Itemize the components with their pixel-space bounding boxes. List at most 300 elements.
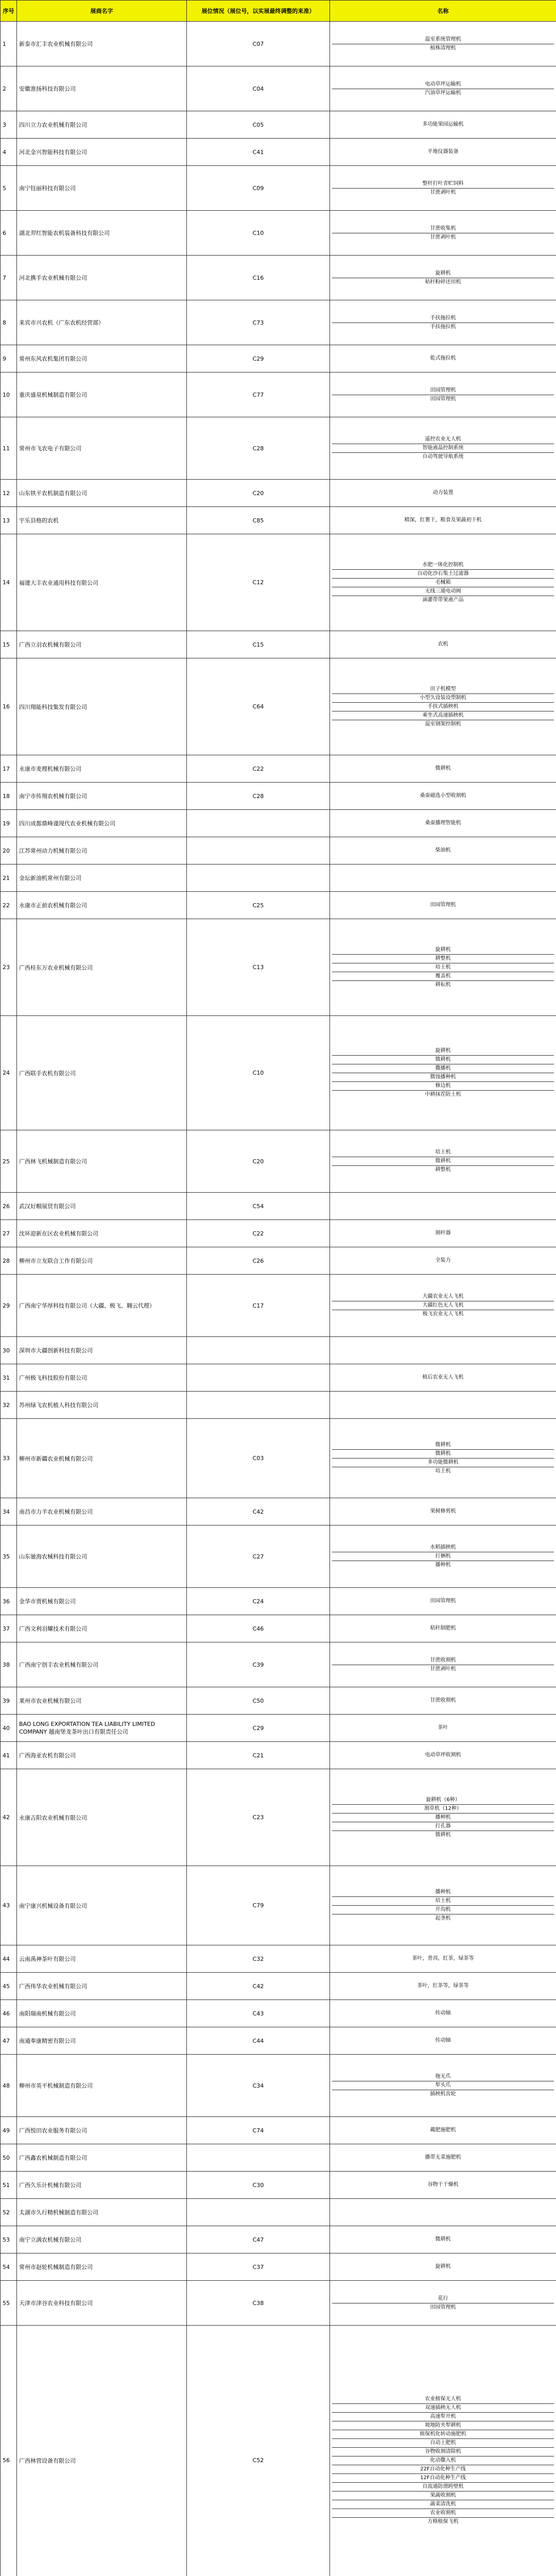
table-row	[1, 1498, 556, 1526]
cell-no: 4	[1, 139, 17, 166]
cell-booth: C39	[187, 1642, 330, 1687]
cell-company: 湖北羿红智能农机装备科技有限公司	[17, 211, 187, 256]
table-row	[1, 534, 556, 631]
cell-company: 新泰市汇丰农业机械有限公司	[17, 22, 187, 66]
product-item: 坡地防夹犁耕机	[332, 2421, 554, 2429]
cell-company: 莱州市农业机械有限公司	[17, 1687, 187, 1715]
product-item: 柴油机	[435, 848, 451, 853]
cell-company: 金华市贾机械有限公司	[17, 1588, 187, 1615]
cell-products	[330, 417, 556, 480]
cell-booth: C29	[187, 345, 330, 372]
cell-no: 10	[1, 372, 17, 417]
product-item: 微耕机	[332, 1157, 554, 1164]
product-item: 整杆打叶青贮饲料	[422, 180, 464, 187]
product-item: 打孔器	[332, 1822, 554, 1829]
cell-no: 19	[1, 810, 17, 837]
cell-company: 永康吉阳农业机械有限公司	[17, 1769, 187, 1866]
cell-company: 安徽淮扬科技有限公司	[17, 66, 187, 111]
cell-products	[330, 2055, 556, 2117]
product-item: 大疆农业无人飞机	[422, 1294, 464, 1299]
product-item: 培土机	[332, 963, 554, 971]
cell-company: 广西林营设备有限公司	[17, 2326, 187, 2576]
cell-booth: C30	[187, 2172, 330, 2199]
cell-products	[330, 1220, 556, 1247]
cell-booth: C17	[187, 1275, 330, 1337]
table-row	[1, 919, 556, 1016]
table-row	[1, 300, 556, 345]
cell-products	[330, 919, 556, 1016]
product-item: 打捆机	[332, 1552, 554, 1560]
cell-no: 33	[1, 1419, 17, 1498]
product-item: 耕整机	[332, 954, 554, 962]
cell-products	[330, 1247, 556, 1275]
table-row	[1, 1193, 556, 1220]
product-item: 谷物干干燥机	[427, 2182, 459, 2188]
cell-no: 47	[1, 2027, 17, 2055]
cell-no: 51	[1, 2172, 17, 2199]
cell-company: 太湖市久行精机械制造有限公司	[17, 2199, 187, 2226]
cell-booth: C73	[187, 300, 330, 345]
cell-no: 42	[1, 1769, 17, 1866]
product-item: 茶叶，普洱，红茶，绿茶等	[412, 1956, 474, 1961]
cell-company: 重庆盛泉机械制造有限公司	[17, 372, 187, 417]
product-item: 耕整机	[332, 1165, 554, 1173]
table-row	[1, 1615, 556, 1642]
cell-no: 25	[1, 1130, 17, 1193]
cell-booth	[187, 837, 330, 865]
cell-no: 17	[1, 755, 17, 783]
table-row	[1, 631, 556, 658]
cell-no: 56	[1, 2326, 17, 2576]
cell-no: 40	[1, 1715, 17, 1742]
cell-booth: C32	[187, 1945, 330, 1973]
product-item: 插秧机齿轮	[332, 2090, 554, 2097]
product-item: 甘蔗剥叶机	[332, 1665, 554, 1672]
cell-no: 22	[1, 892, 17, 919]
product-item: 传动轴	[435, 2038, 451, 2043]
cell-booth: C16	[187, 256, 330, 300]
product-item: 化动撒入机	[332, 2456, 554, 2464]
cell-company: 南宁立满农机械有限公司	[17, 2226, 187, 2253]
cell-no: 11	[1, 417, 17, 480]
cell-company: 广西文利羽耀技术有限公司	[17, 1615, 187, 1642]
product-item: 手扶式插秧机	[332, 702, 554, 710]
cell-company: 苏州绿飞农机植人科技有限公司	[17, 1392, 187, 1419]
cell-no: 29	[1, 1275, 17, 1337]
cell-products	[330, 865, 556, 892]
cell-no: 48	[1, 2055, 17, 2117]
table-row	[1, 2226, 556, 2253]
cell-booth: C74	[187, 2117, 330, 2144]
product-item: 起垄机	[332, 1914, 554, 1922]
cell-booth: C37	[187, 2253, 330, 2281]
cell-no: 46	[1, 2000, 17, 2027]
cell-no: 12	[1, 480, 17, 507]
product-item: 遥控农业无人机	[425, 436, 461, 442]
cell-products	[330, 2281, 556, 2326]
cell-no: 39	[1, 1687, 17, 1715]
cell-booth: C46	[187, 1615, 330, 1642]
product-item: 甘蔗剥叶机	[332, 188, 554, 196]
table-row	[1, 1769, 556, 1866]
cell-products	[330, 837, 556, 865]
table-header-row	[1, 1, 556, 22]
cell-booth: C10	[187, 1016, 330, 1130]
table-row	[1, 2027, 556, 2055]
cell-products	[330, 2000, 556, 2027]
cell-products	[330, 2117, 556, 2144]
table-row	[1, 1364, 556, 1392]
cell-products	[330, 372, 556, 417]
cell-booth	[187, 1337, 330, 1364]
product-item: 中耕抹茬防土机	[332, 1090, 554, 1098]
product-item: 微耕机	[435, 766, 451, 771]
cell-products	[330, 534, 556, 631]
cell-products	[330, 1130, 556, 1193]
product-item: 花行	[438, 2295, 448, 2301]
cell-booth: C07	[187, 22, 330, 66]
table-row	[1, 372, 556, 417]
product-item: 植株清理机	[332, 44, 554, 52]
product-item: 电动草坪收割机	[425, 1752, 461, 1758]
product-item: 茶叶，红茶等，绿茶等	[417, 1983, 469, 1989]
table-row	[1, 1715, 556, 1742]
cell-no: 20	[1, 837, 17, 865]
product-item: 22F自动化种生产线	[332, 2465, 554, 2472]
header-company: 展商名字	[17, 1, 187, 22]
product-item: 旋耕机	[435, 2264, 451, 2269]
cell-no: 31	[1, 1364, 17, 1392]
cell-products	[330, 1526, 556, 1588]
table-row	[1, 1130, 556, 1193]
cell-no: 49	[1, 2117, 17, 2144]
product-item: 旋耕机	[435, 946, 451, 953]
product-item: 谷物收割清除机	[332, 2447, 554, 2455]
product-item: 旋耕机（6种）	[426, 1797, 460, 1803]
table-row	[1, 810, 556, 837]
cell-company: BAO LONG EXPORTATION TEA LIABILITY LIMITED COMPANY 越南堡龙茶叶出口有限责任公司	[17, 1715, 187, 1742]
cell-company: 福建大丰农业通用科技有限公司	[17, 534, 187, 631]
cell-booth: C10	[187, 211, 330, 256]
cell-company: 广西南宁华厚科技有限公司（大疆、极飞、翱云代理）	[17, 1275, 187, 1337]
cell-booth: C05	[187, 111, 330, 139]
table-row	[1, 2281, 556, 2326]
table-row	[1, 2172, 556, 2199]
cell-booth: C42	[187, 1498, 330, 1526]
cell-products	[330, 1193, 556, 1220]
product-item: 全装力	[435, 1258, 451, 1263]
table-row	[1, 507, 556, 534]
cell-products	[330, 1275, 556, 1337]
cell-company: 四川立力农业机械有限公司	[17, 111, 187, 139]
cell-products	[330, 1973, 556, 2000]
table-row	[1, 658, 556, 755]
product-item: 无线三通电动阀	[332, 587, 554, 595]
product-item: 双速插秧无人机	[332, 2403, 554, 2411]
product-item: 桑蚕磁选小型收割机	[420, 793, 466, 799]
product-item: 茶叶	[438, 1725, 448, 1731]
table-row	[1, 1588, 556, 1615]
cell-no: 23	[1, 919, 17, 1016]
cell-products	[330, 783, 556, 810]
product-item: 极飞农业无人飞机	[332, 1310, 554, 1317]
cell-company: 广西鑫农机械制造有限公司	[17, 2144, 187, 2172]
cell-products	[330, 631, 556, 658]
cell-company: 柳州市新疆农业机械有限公司	[17, 1419, 187, 1498]
cell-company: 广西久乐计机械有限公司	[17, 2172, 187, 2199]
cell-no: 21	[1, 865, 17, 892]
cell-company: 宇乐县格的农机	[17, 507, 187, 534]
cell-company: 广西南宁创丰农业机械有限公司	[17, 1642, 187, 1687]
product-item: 精深，红薯干，粮食及果蔬初干机	[404, 517, 482, 523]
cell-booth: C03	[187, 1419, 330, 1498]
cell-no: 6	[1, 211, 17, 256]
product-item: 智能液晶控制系统	[332, 444, 554, 451]
cell-no: 54	[1, 2253, 17, 2281]
cell-no: 36	[1, 1588, 17, 1615]
product-item: 秸秆粉碎还田机	[332, 278, 554, 285]
cell-company: 河北金兴智能科技有限公司	[17, 139, 187, 166]
table-row	[1, 256, 556, 300]
product-item: 微耕机	[435, 1442, 451, 1448]
product-item: 植后农业无人飞机	[422, 1375, 464, 1380]
cell-products	[330, 1337, 556, 1364]
cell-no: 13	[1, 507, 17, 534]
cell-products	[330, 2144, 556, 2172]
table-row	[1, 66, 556, 111]
cell-no: 26	[1, 1193, 17, 1220]
cell-products	[330, 2172, 556, 2199]
cell-no: 15	[1, 631, 17, 658]
table-row	[1, 2117, 556, 2144]
cell-booth	[187, 2144, 330, 2172]
table-row	[1, 1247, 556, 1275]
cell-company: 深圳市大疆创新科技有限公司	[17, 1337, 187, 1364]
product-item: 割杆器	[435, 1230, 451, 1236]
cell-no: 18	[1, 783, 17, 810]
cell-no: 30	[1, 1337, 17, 1364]
product-item: 耕耘机	[332, 980, 554, 988]
product-item: 桑蚕播理智能机	[425, 820, 461, 826]
cell-products	[330, 1364, 556, 1392]
cell-company: 天津市津谷农业科技有限公司	[17, 2281, 187, 2326]
product-item: 蔬菜清洗机	[332, 2500, 554, 2507]
product-item: 大疆红色无人飞机	[332, 1301, 554, 1309]
cell-booth: C20	[187, 1130, 330, 1193]
table-row	[1, 417, 556, 480]
product-item: 手扶拖拉机	[332, 323, 554, 330]
cell-products	[330, 111, 556, 139]
table-row	[1, 1392, 556, 1419]
product-item: 甘蔗剥叶机	[332, 233, 554, 241]
product-item: 播带无菜施肥机	[425, 2155, 461, 2160]
cell-company: 广西立羽农机械有限公司	[17, 631, 187, 658]
product-item: 撒播机	[332, 1064, 554, 1072]
cell-booth: C24	[187, 1588, 330, 1615]
table-row	[1, 111, 556, 139]
table-row	[1, 837, 556, 865]
cell-no: 8	[1, 300, 17, 345]
table-row	[1, 755, 556, 783]
cell-booth: C54	[187, 1193, 330, 1220]
cell-products	[330, 1392, 556, 1419]
cell-company: 永康市正前农机械有限公司	[17, 892, 187, 919]
product-item: 农业收割机	[332, 2509, 554, 2516]
product-item: 水肥一体化控制机	[422, 562, 464, 568]
product-item: 乾式拖拉机	[430, 355, 456, 361]
product-item: 田园管理机	[332, 395, 554, 402]
cell-booth: C50	[187, 1687, 330, 1715]
table-row	[1, 1742, 556, 1769]
product-item: 果树修剪机	[430, 1509, 456, 1514]
cell-booth: C34	[187, 2055, 330, 2117]
cell-company: 广西悦田农业服务有限公司	[17, 2117, 187, 2144]
table-row	[1, 1526, 556, 1588]
product-item: 秸秆制肥机	[430, 1625, 456, 1631]
product-item: 培土机	[435, 1149, 451, 1155]
cell-booth	[187, 2199, 330, 2226]
table-row	[1, 345, 556, 372]
cell-booth: C22	[187, 1220, 330, 1247]
product-item: 微耕机	[435, 2236, 451, 2242]
product-item: 戴肥施肥机	[430, 2127, 456, 2133]
table-row	[1, 1220, 556, 1247]
cell-company: 广西林飞机械制造有限公司	[17, 1130, 187, 1193]
cell-no: 28	[1, 1247, 17, 1275]
cell-company: 南宁康兴机械设备有限公司	[17, 1866, 187, 1945]
table-row	[1, 1337, 556, 1364]
cell-products	[330, 1866, 556, 1945]
table-row	[1, 1687, 556, 1715]
cell-booth: C28	[187, 417, 330, 480]
cell-products	[330, 166, 556, 211]
product-item: 汽油草坪运输机	[332, 89, 554, 96]
product-item: 自流通防滑跨壁机	[332, 2482, 554, 2490]
product-item: 播种机	[332, 1813, 554, 1821]
cell-company: 四川翔能科技集发有限公司	[17, 658, 187, 755]
table-row	[1, 892, 556, 919]
cell-booth	[187, 865, 330, 892]
cell-booth: C64	[187, 658, 330, 755]
cell-company: 南昌市力羊农业机械有限公司	[17, 1498, 187, 1526]
cell-no: 3	[1, 111, 17, 139]
cell-no: 34	[1, 1498, 17, 1526]
product-item: 平地仪器装备	[427, 149, 459, 155]
product-item: 小型久设装设塑制机	[332, 693, 554, 701]
cell-no: 53	[1, 2226, 17, 2253]
cell-company: 山东驰海农械科技有限公司	[17, 1526, 187, 1588]
cell-no: 52	[1, 2199, 17, 2226]
cell-no: 45	[1, 1973, 17, 2000]
cell-no: 27	[1, 1220, 17, 1247]
cell-booth: C47	[187, 2226, 330, 2253]
cell-products	[330, 755, 556, 783]
table-row	[1, 480, 556, 507]
cell-no: 32	[1, 1392, 17, 1419]
product-item: 12F自动化种生产线	[332, 2473, 554, 2481]
table-row	[1, 1973, 556, 2000]
cell-products	[330, 300, 556, 345]
product-item: 播种机	[332, 1561, 554, 1568]
product-item: 微蚀播种机	[332, 1073, 554, 1080]
cell-no: 14	[1, 534, 17, 631]
table-row	[1, 139, 556, 166]
table-row	[1, 783, 556, 810]
cell-products	[330, 2226, 556, 2253]
cell-company: 南宁钰丽科技有限公司	[17, 166, 187, 211]
product-item: 田园管理机	[430, 902, 456, 908]
product-item: 动力装置	[432, 490, 454, 496]
cell-no: 38	[1, 1642, 17, 1687]
cell-company: 江苏常州动力机械有限公司	[17, 837, 187, 865]
table-row	[1, 2253, 556, 2281]
table-row	[1, 1866, 556, 1945]
cell-products	[330, 2027, 556, 2055]
product-item: 温室钢架控制机	[332, 720, 554, 727]
product-item: 甘蔗收割机	[430, 1698, 456, 1703]
product-item: 拖无爪	[435, 2074, 451, 2079]
cell-company: 常州东风农机集团有限公司	[17, 345, 187, 372]
product-item: 农业植保无人机	[425, 2396, 461, 2402]
cell-booth: C77	[187, 372, 330, 417]
product-item: 培土机	[332, 1896, 554, 1904]
header-booth: 展位情况（展位号，以实展最终调整的来准）	[187, 1, 330, 22]
cell-booth: C21	[187, 1742, 330, 1769]
product-item: 滴灌带带果液产品	[332, 596, 554, 603]
table-row	[1, 22, 556, 66]
product-item: 多功能微耕机	[332, 1458, 554, 1466]
cell-no: 24	[1, 1016, 17, 1130]
product-item: 传动轴	[435, 2010, 451, 2016]
cell-products	[330, 658, 556, 755]
product-item: 培土机	[332, 1467, 554, 1475]
cell-booth: C28	[187, 783, 330, 810]
product-item: 自动上肥机	[332, 2438, 554, 2446]
cell-company: 河北携手农业机械有限公司	[17, 256, 187, 300]
header-products: 名称	[330, 1, 556, 22]
cell-no: 50	[1, 2144, 17, 2172]
product-item: 自动驾驶导航系统	[332, 452, 554, 460]
cell-company: 南宁市传翔农机械有限公司	[17, 783, 187, 810]
cell-products	[330, 480, 556, 507]
table-row	[1, 1419, 556, 1498]
product-item: 果蔬收割机	[332, 2491, 554, 2499]
cell-products	[330, 1945, 556, 1973]
cell-products	[330, 2253, 556, 2281]
product-item: 植保机化转动施肥机	[332, 2430, 554, 2437]
cell-company: 广西伟华农业机械有限公司	[17, 1973, 187, 2000]
cell-company: 金坛新油机常州有限公司	[17, 865, 187, 892]
cell-booth: C22	[187, 755, 330, 783]
table-row	[1, 2326, 556, 2576]
cell-company: 广西桂东万农业机械有限公司	[17, 919, 187, 1016]
cell-booth: C79	[187, 1866, 330, 1945]
cell-no: 2	[1, 66, 17, 111]
product-item: 多功能果园运输机	[422, 122, 464, 127]
cell-no: 37	[1, 1615, 17, 1642]
product-item: 播种机	[435, 1889, 451, 1895]
cell-products	[330, 892, 556, 919]
cell-no: 43	[1, 1866, 17, 1945]
header-no: 序号	[1, 1, 17, 22]
cell-booth: C41	[187, 139, 330, 166]
table-row	[1, 166, 556, 211]
product-item: 田园管理机	[332, 2303, 554, 2311]
cell-products	[330, 1769, 556, 1866]
cell-company: 四川成都鼎峰谨现代农业机械有限公司	[17, 810, 187, 837]
cell-products	[330, 1498, 556, 1526]
cell-company: 来宾市兴农机（广东农机经营部）	[17, 300, 187, 345]
